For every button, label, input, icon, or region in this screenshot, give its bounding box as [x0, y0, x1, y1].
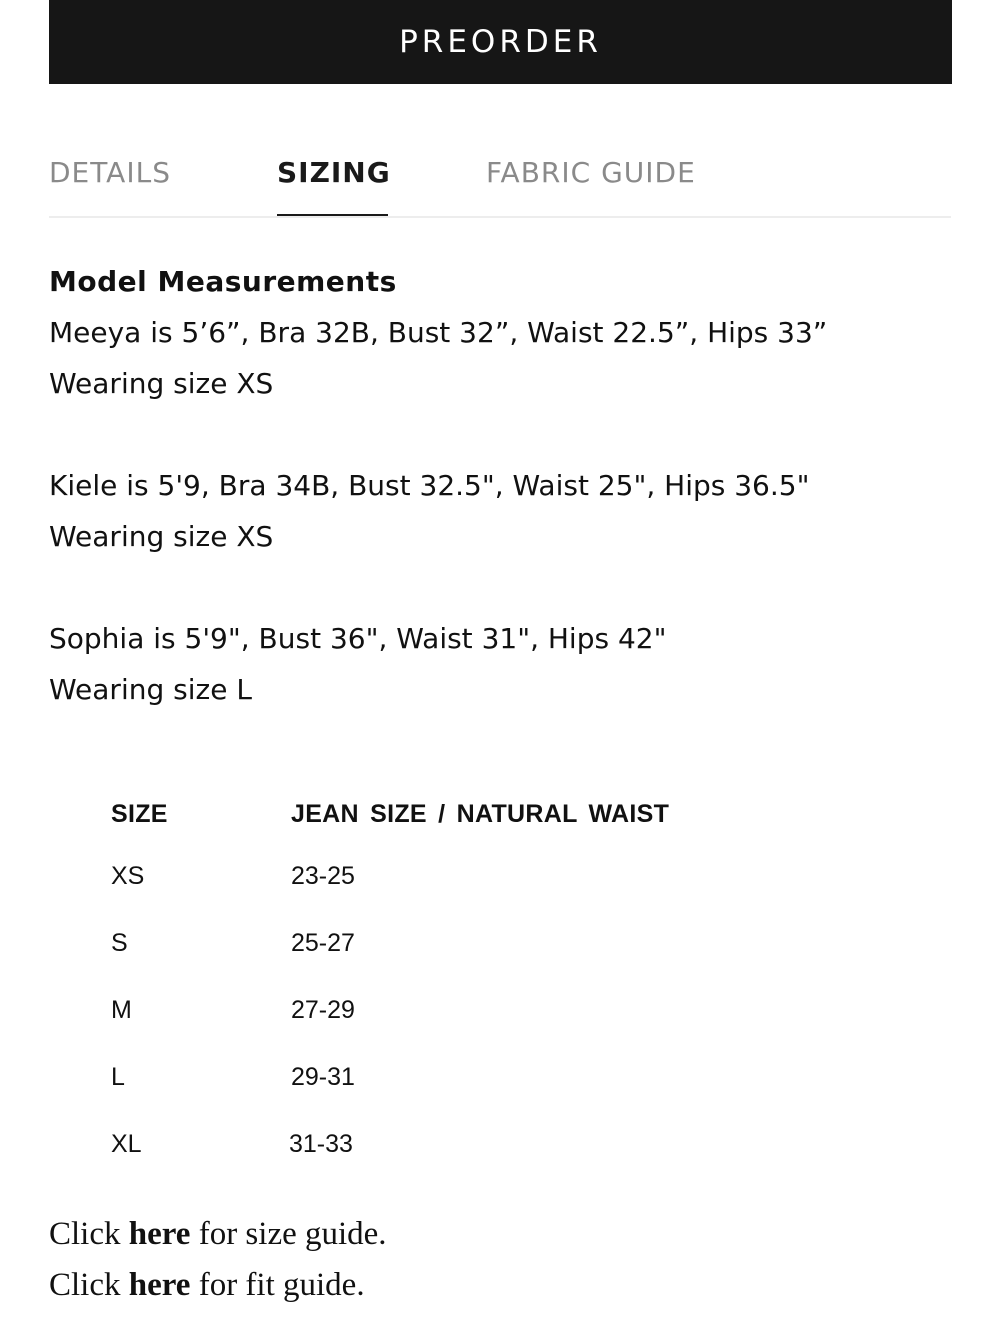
sizing-panel	[49, 256, 951, 715]
active-tab-indicator	[277, 214, 388, 216]
model-measurements-sophia: Sophia is 5'9", Bust 36", Waist 31", Hips 42"	[49, 622, 667, 655]
tab-fabric-guide[interactable]: FABRIC GUIDE	[486, 156, 696, 189]
guide-links	[49, 1209, 387, 1311]
model-wearing-size-sophia: Wearing size L	[49, 673, 252, 706]
tab-details[interactable]: DETAILS	[49, 156, 171, 189]
fit-guide-prefix: Click	[49, 1267, 121, 1303]
model-measurements-kiele: Kiele is 5'9, Bra 34B, Bust 32.5", Waist 25", Hips 36.5"	[49, 469, 810, 502]
model-wearing-size-kiele: Wearing size XS	[49, 520, 274, 553]
size-guide-link[interactable]: here	[128, 1216, 191, 1252]
size-cell: L	[111, 1063, 125, 1091]
waist-cell: 27-29	[291, 996, 355, 1024]
fit-guide-link[interactable]: here	[128, 1267, 191, 1303]
spacer	[49, 562, 951, 613]
preorder-button[interactable]: PREORDER	[49, 0, 952, 84]
table-row	[111, 1130, 671, 1170]
size-cell: S	[111, 929, 128, 957]
size-guide-line	[49, 1209, 387, 1260]
waist-cell: 23-25	[291, 862, 355, 890]
fit-guide-suffix: for fit guide.	[198, 1267, 365, 1303]
table-row	[111, 862, 671, 902]
size-cell: XL	[111, 1130, 142, 1158]
table-row	[111, 1063, 671, 1103]
model-measurements-heading: Model Measurements	[49, 265, 397, 298]
model-measurements-meeya: Meeya is 5’6”, Bra 32B, Bust 32”, Waist 22.5”, Hips 33”	[49, 316, 828, 349]
fit-guide-line	[49, 1260, 387, 1311]
spacer	[49, 409, 951, 460]
waist-cell: 29-31	[291, 1063, 355, 1091]
model-wearing-size-meeya: Wearing size XS	[49, 367, 274, 400]
waist-column-header: JEAN SIZE / NATURAL WAIST	[291, 800, 670, 828]
size-guide-suffix: for size guide.	[198, 1216, 387, 1252]
waist-cell: 31-33	[289, 1130, 353, 1158]
waist-cell: 25-27	[291, 929, 355, 957]
size-column-header: SIZE	[111, 800, 168, 828]
size-cell: XS	[111, 862, 145, 890]
tab-sizing[interactable]: SIZING	[277, 156, 391, 189]
size-cell: M	[111, 996, 132, 1024]
table-row	[111, 996, 671, 1036]
table-row	[111, 929, 671, 969]
product-tabs	[49, 150, 951, 218]
size-guide-prefix: Click	[49, 1216, 121, 1252]
